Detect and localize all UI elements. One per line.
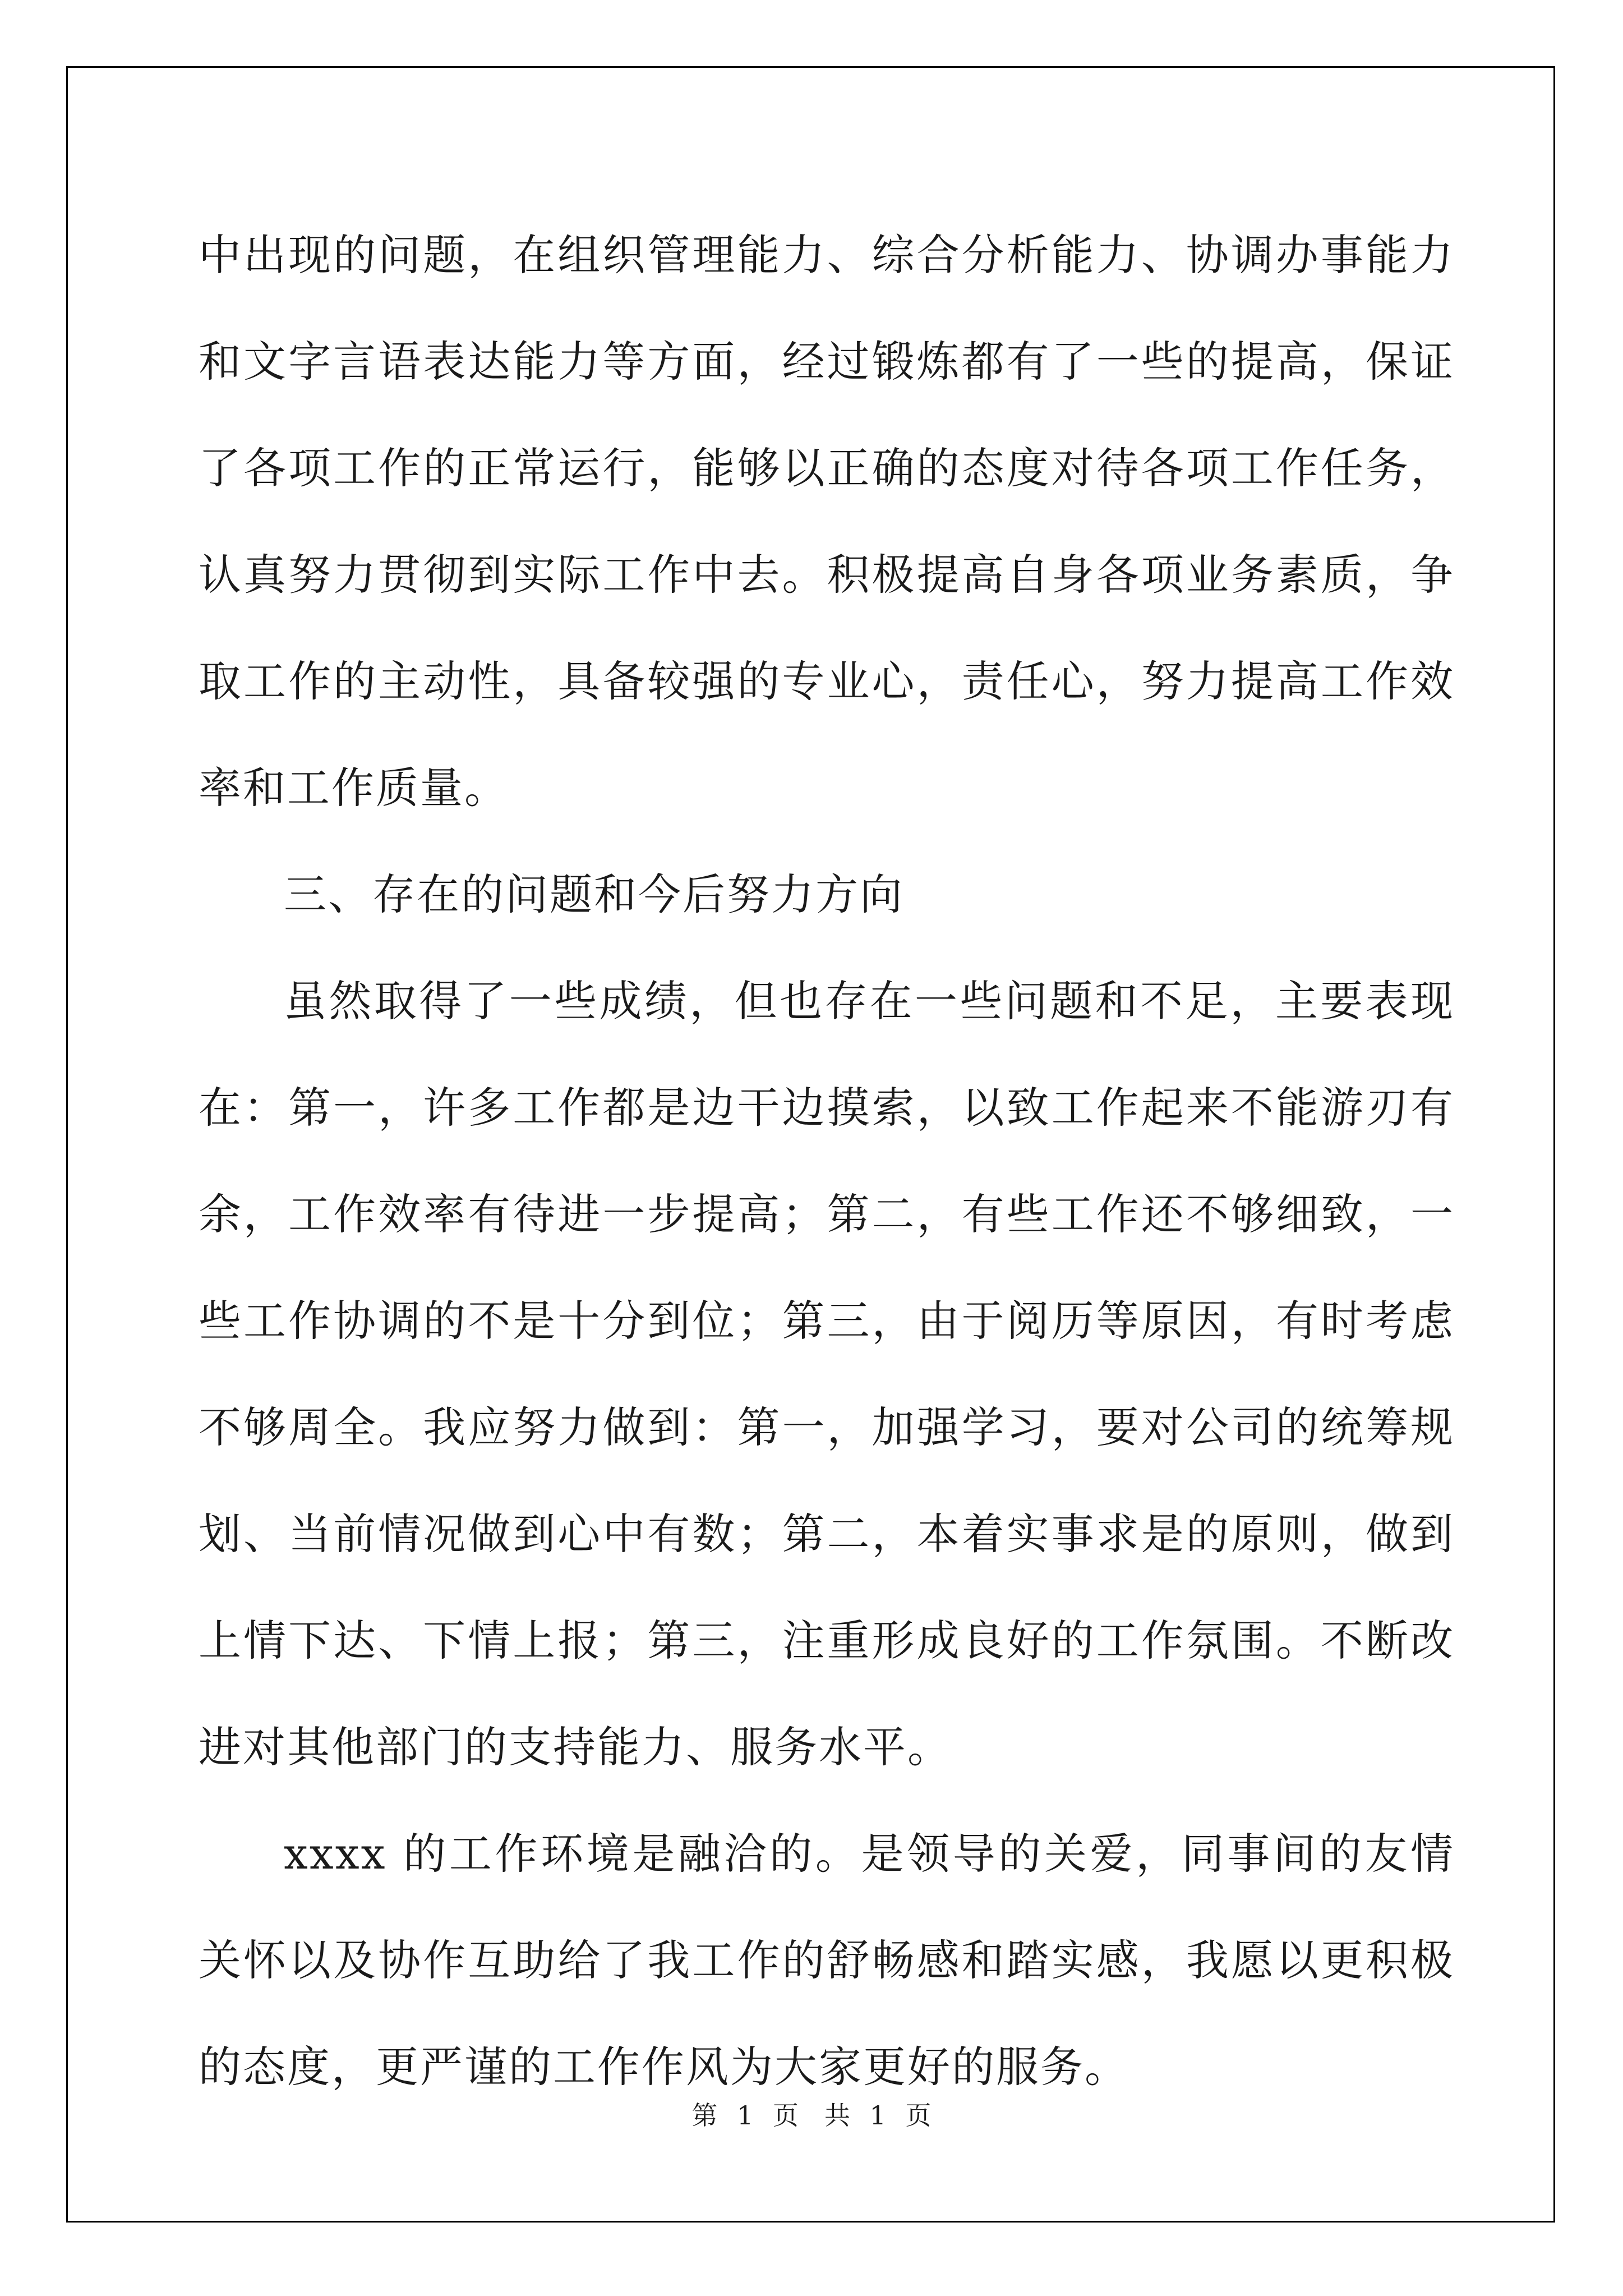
page-number: 第 1 页 共 1 页 [691, 2100, 932, 2131]
paragraph-problems: 虽然取得了一些成绩，但也存在一些问题和不足，主要表现在：第一，许多工作都是边干边摸索，以致工作起来不能游刃有余，工作效率有待进一步提高；第二，有些工作还不够细致，一些工作协调的不是十分到位；第三，由于阅历等原因，有时考虑不够周全。我应努力做到：第一，加强学习，要对公司的统筹规划、当前情况做到心中有数；第二，本着实事求是的原则，做到上情下达、下情上报；第三，注重形成良好的工作氛围。不断改进对其他部门的支持能力、服务水平。 [199, 976, 1455, 1772]
document-body [199, 202, 1455, 2120]
section-heading: 三、存在的问题和今后努力方向 [284, 869, 904, 919]
paragraph-continuation: 中出现的问题，在组织管理能力、综合分析能力、协调办事能力和文字言语表达能力等方面，经过锻炼都有了一些的提高，保证了各项工作的正常运行，能够以正确的态度对待各项工作任务，认真努力贯彻到实际工作中去。积极提高自身各项业务素质，争取工作的主动性，具备较强的专业心，责任心，努力提高工作效率和工作质量。 [199, 230, 1455, 813]
paragraph-closing: xxxx 的工作环境是融洽的。是领导的关爱，同事间的友情关怀以及协作互助给了我工作的舒畅感和踏实感，我愿以更积极的态度，更严谨的工作作风为大家更好的服务。 [199, 1829, 1455, 2092]
